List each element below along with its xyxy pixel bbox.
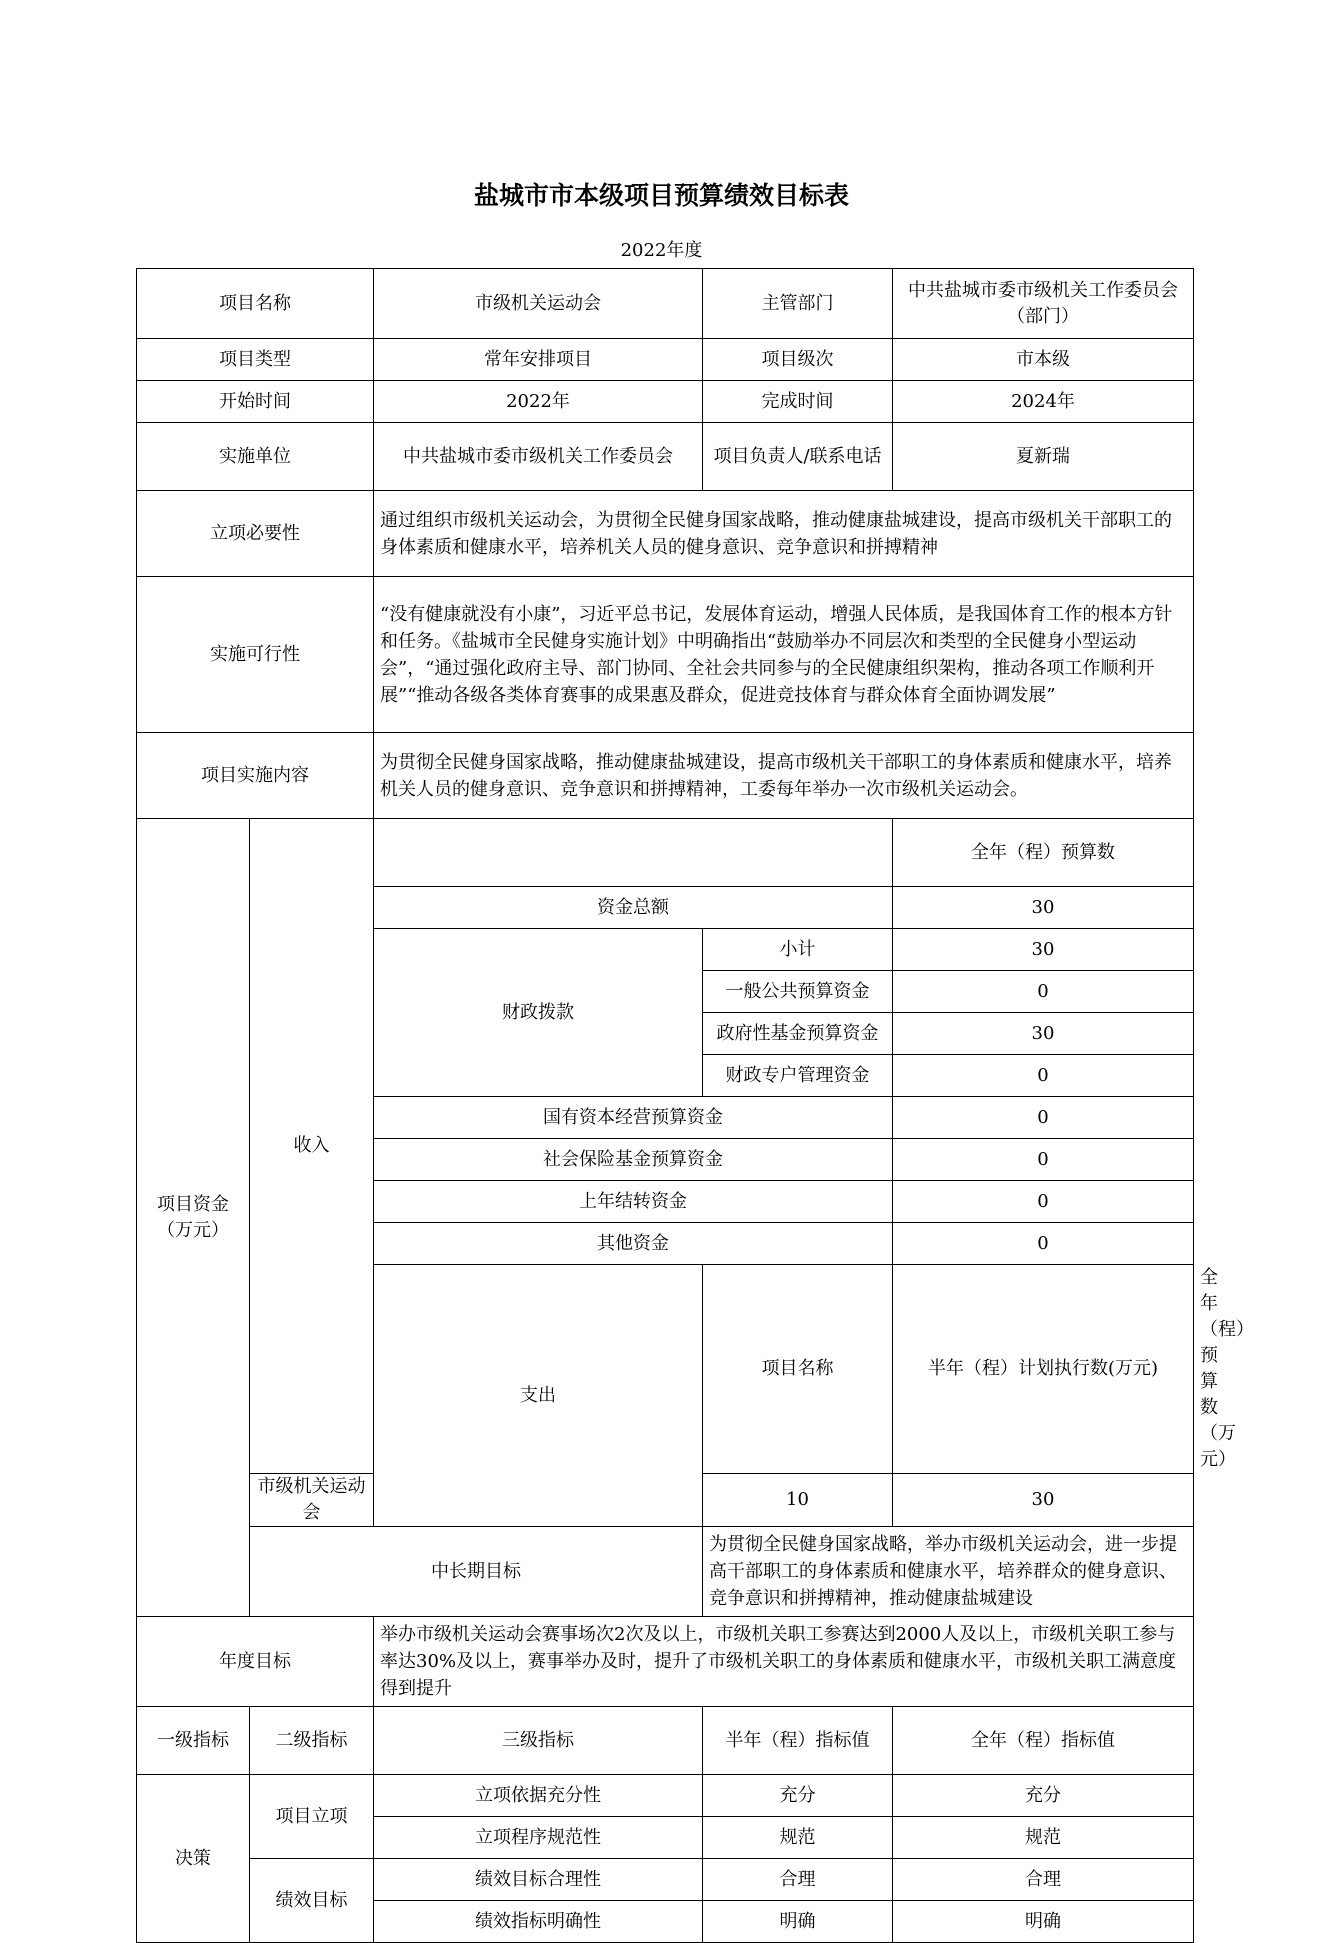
indicator-name: 立项依据充分性 [374,1775,703,1817]
indicator-name: 绩效指标明确性 [374,1901,703,1943]
annual-goal-value: 举办市级机关运动会赛事场次2次及以上，市级机关职工参赛达到2000人及以上，市级机关职工参与率达30%及以上，赛事举办及时，提升了市级机关职工的身体素质和健康水平，市级机关职工满意度得到提升 [374,1617,1194,1707]
indicator-name: 立项程序规范性 [374,1817,703,1859]
long-goal-label: 中长期目标 [250,1527,703,1617]
exp-half-value: 10 [703,1474,893,1527]
general-value: 0 [893,971,1194,1013]
performance-target-table: 项目名称 市级机关运动会 主管部门 中共盐城市委市级机关工作委员会（部门） 项目类型 常年安排项目 项目级次 市本级 开始时间 2022年 完成时间 2024年 实施单位 中共盐城市委市级机关工作委员会 项目负责人/联系电话 夏新瑞 立项必要性 通过组织市级机关运动会，为贯彻全民健身国家战略，推动健康盐城建设，提高市级机关干部职工的身体素质和健康水平，培养机关人员的健身意识、竞争意识和拼搏精神 实施可行性 “没有健康就没有小康”，习近平总书记，发展体育运动，增强人民体质，是我国体育工作的根本方针和任务。《盐城市全民健身实施计划》中明确指出“鼓励举办不同层次和类型的全民健身小型运动会”，“通过强化政府主导、部门协同、全社会共同参与的全民健康组织架构，推动各项工作顺利开展”“推动各级各类体育赛事的成果惠及群众，促进竞技体育与群众体育全面协调发展” 项目实施内容 为贯彻全民健身国家战略，推动健康盐城建设，提高市级机关干部职工的身体素质和健康水平，培养机关人员的健身意识、竞争意识和拼搏精神，工委每年举办一次市级机关运动会。 项目资金（万元） 收入 全年（程）预算数 资金总额 30 财政拨款 小计 30 一般公共预算资金 0 政府性基金预算资金 30 财政专户管理资金 0 国有资本经营预算资金 0 社会保险基金预算资金 0 上年结转资金 0 其他资金 0 支出 项目名称 半年（程）计划执行数(万元) 全年（程）预算数（万元） 市级机关运动会 10 30 中长期目标 为贯彻全民健身国家战略，举办市级机关运动会，进一步提高干部职工的身体素质和健康水平，培养群众的健身意识、竞争意识和拼搏精神，推动健康盐城建设 年度目标 举办市级机关运动会赛事场次2次及以上，市级机关职工参赛达到2000人及以上，市级机关职工参与率达30%及以上，赛事举办及时，提升了市级机关职工的身体素质和健康水平，市级机关职工满意度得到提升 一级指标 二级指标 三级指标 半年（程）指标值 全年（程）指标值 决策 项目立项 立项依据充分性 充分 充分 立项程序规范性 规范 规范 绩效目标 绩效目标合理性 合理 合理 绩效指标明确性 明确 明确 [136,268,1193,1943]
fiscal-year: 2022年度 [620,240,703,261]
start-label: 开始时间 [137,381,374,423]
feasibility-value: “没有健康就没有小康”，习近平总书记，发展体育运动，增强人民体质，是我国体育工作的根本方针和任务。《盐城市全民健身实施计划》中明确指出“鼓励举办不同层次和类型的全民健身小型运动会”，“通过强化政府主导、部门协同、全社会共同参与的全民健康组织架构，推动各项工作顺利开展”“推动各级各类体育赛事的成果惠及群众，促进竞技体育与群众体育全面协调发展” [374,577,1194,733]
project-name-label: 项目名称 [137,269,374,339]
exp-full-value: 30 [893,1474,1194,1527]
budget-header: 全年（程）预算数 [893,819,1194,887]
content-label: 项目实施内容 [137,733,374,819]
indicator-half: 充分 [703,1775,893,1817]
gov-fund-label: 政府性基金预算资金 [703,1013,893,1055]
indicator-header-1: 一级指标 [137,1707,250,1775]
gov-fund-value: 30 [893,1013,1194,1055]
end-label: 完成时间 [703,381,893,423]
indicator-half: 规范 [703,1817,893,1859]
start-value: 2022年 [374,381,703,423]
unit-label: 实施单位 [137,423,374,491]
exp-name-value: 市级机关运动会 [250,1474,374,1527]
total-label: 资金总额 [374,887,893,929]
indicator-name: 绩效目标合理性 [374,1859,703,1901]
subtotal-label: 小计 [703,929,893,971]
indicator-full: 规范 [893,1817,1194,1859]
level-label: 项目级次 [703,339,893,381]
soe-value: 0 [893,1097,1194,1139]
indicator-header-3: 三级指标 [374,1707,703,1775]
carryover-label: 上年结转资金 [374,1181,893,1223]
dept-label: 主管部门 [703,269,893,339]
total-value: 30 [893,887,1194,929]
dept-value: 中共盐城市委市级机关工作委员会（部门） [893,269,1194,339]
carryover-value: 0 [893,1181,1194,1223]
indicator-header-5: 全年（程）指标值 [893,1707,1194,1775]
feasibility-label: 实施可行性 [137,577,374,733]
funds-label: 项目资金（万元） [137,819,250,1617]
type-label: 项目类型 [137,339,374,381]
end-value: 2024年 [893,381,1194,423]
general-label: 一般公共预算资金 [703,971,893,1013]
level-value: 市本级 [893,339,1194,381]
necessity-value: 通过组织市级机关运动会，为贯彻全民健身国家战略，推动健康盐城建设，提高市级机关干部职工的身体素质和健康水平，培养机关人员的健身意识、竞争意识和拼搏精神 [374,491,1194,577]
contact-value: 夏新瑞 [893,423,1194,491]
exp-half-header: 半年（程）计划执行数(万元) [893,1265,1194,1474]
indicator-half: 合理 [703,1859,893,1901]
unit-value: 中共盐城市委市级机关工作委员会 [374,423,703,491]
necessity-label: 立项必要性 [137,491,374,577]
soe-label: 国有资本经营预算资金 [374,1097,893,1139]
content-value: 为贯彻全民健身国家战略，推动健康盐城建设，提高市级机关干部职工的身体素质和健康水平，培养机关人员的健身意识、竞争意识和拼搏精神，工委每年举办一次市级机关运动会。 [374,733,1194,819]
special-label: 财政专户管理资金 [703,1055,893,1097]
indicator-half: 明确 [703,1901,893,1943]
indicator-full: 明确 [893,1901,1194,1943]
indicator-header-4: 半年（程）指标值 [703,1707,893,1775]
expense-label: 支出 [374,1265,703,1527]
special-value: 0 [893,1055,1194,1097]
other-label: 其他资金 [374,1223,893,1265]
level1-decision: 决策 [137,1775,250,1943]
indicator-full: 合理 [893,1859,1194,1901]
page-title: 盐城市市本级项目预算绩效目标表 [473,181,849,210]
fiscal-label: 财政拨款 [374,929,703,1097]
long-goal-value: 为贯彻全民健身国家战略，举办市级机关运动会，进一步提高干部职工的身体素质和健康水平，培养群众的健身意识、竞争意识和拼搏精神，推动健康盐城建设 [703,1527,1194,1617]
social-value: 0 [893,1139,1194,1181]
subtotal-value: 30 [893,929,1194,971]
indicator-full: 充分 [893,1775,1194,1817]
contact-label: 项目负责人/联系电话 [703,423,893,491]
type-value: 常年安排项目 [374,339,703,381]
exp-name-header: 项目名称 [703,1265,893,1474]
other-value: 0 [893,1223,1194,1265]
project-name-value: 市级机关运动会 [374,269,703,339]
income-label: 收入 [250,819,374,1474]
indicator-header-2: 二级指标 [250,1707,374,1775]
social-label: 社会保险基金预算资金 [374,1139,893,1181]
level2-group: 项目立项 [250,1775,374,1859]
level2-group: 绩效目标 [250,1859,374,1943]
annual-goal-label: 年度目标 [137,1617,374,1707]
